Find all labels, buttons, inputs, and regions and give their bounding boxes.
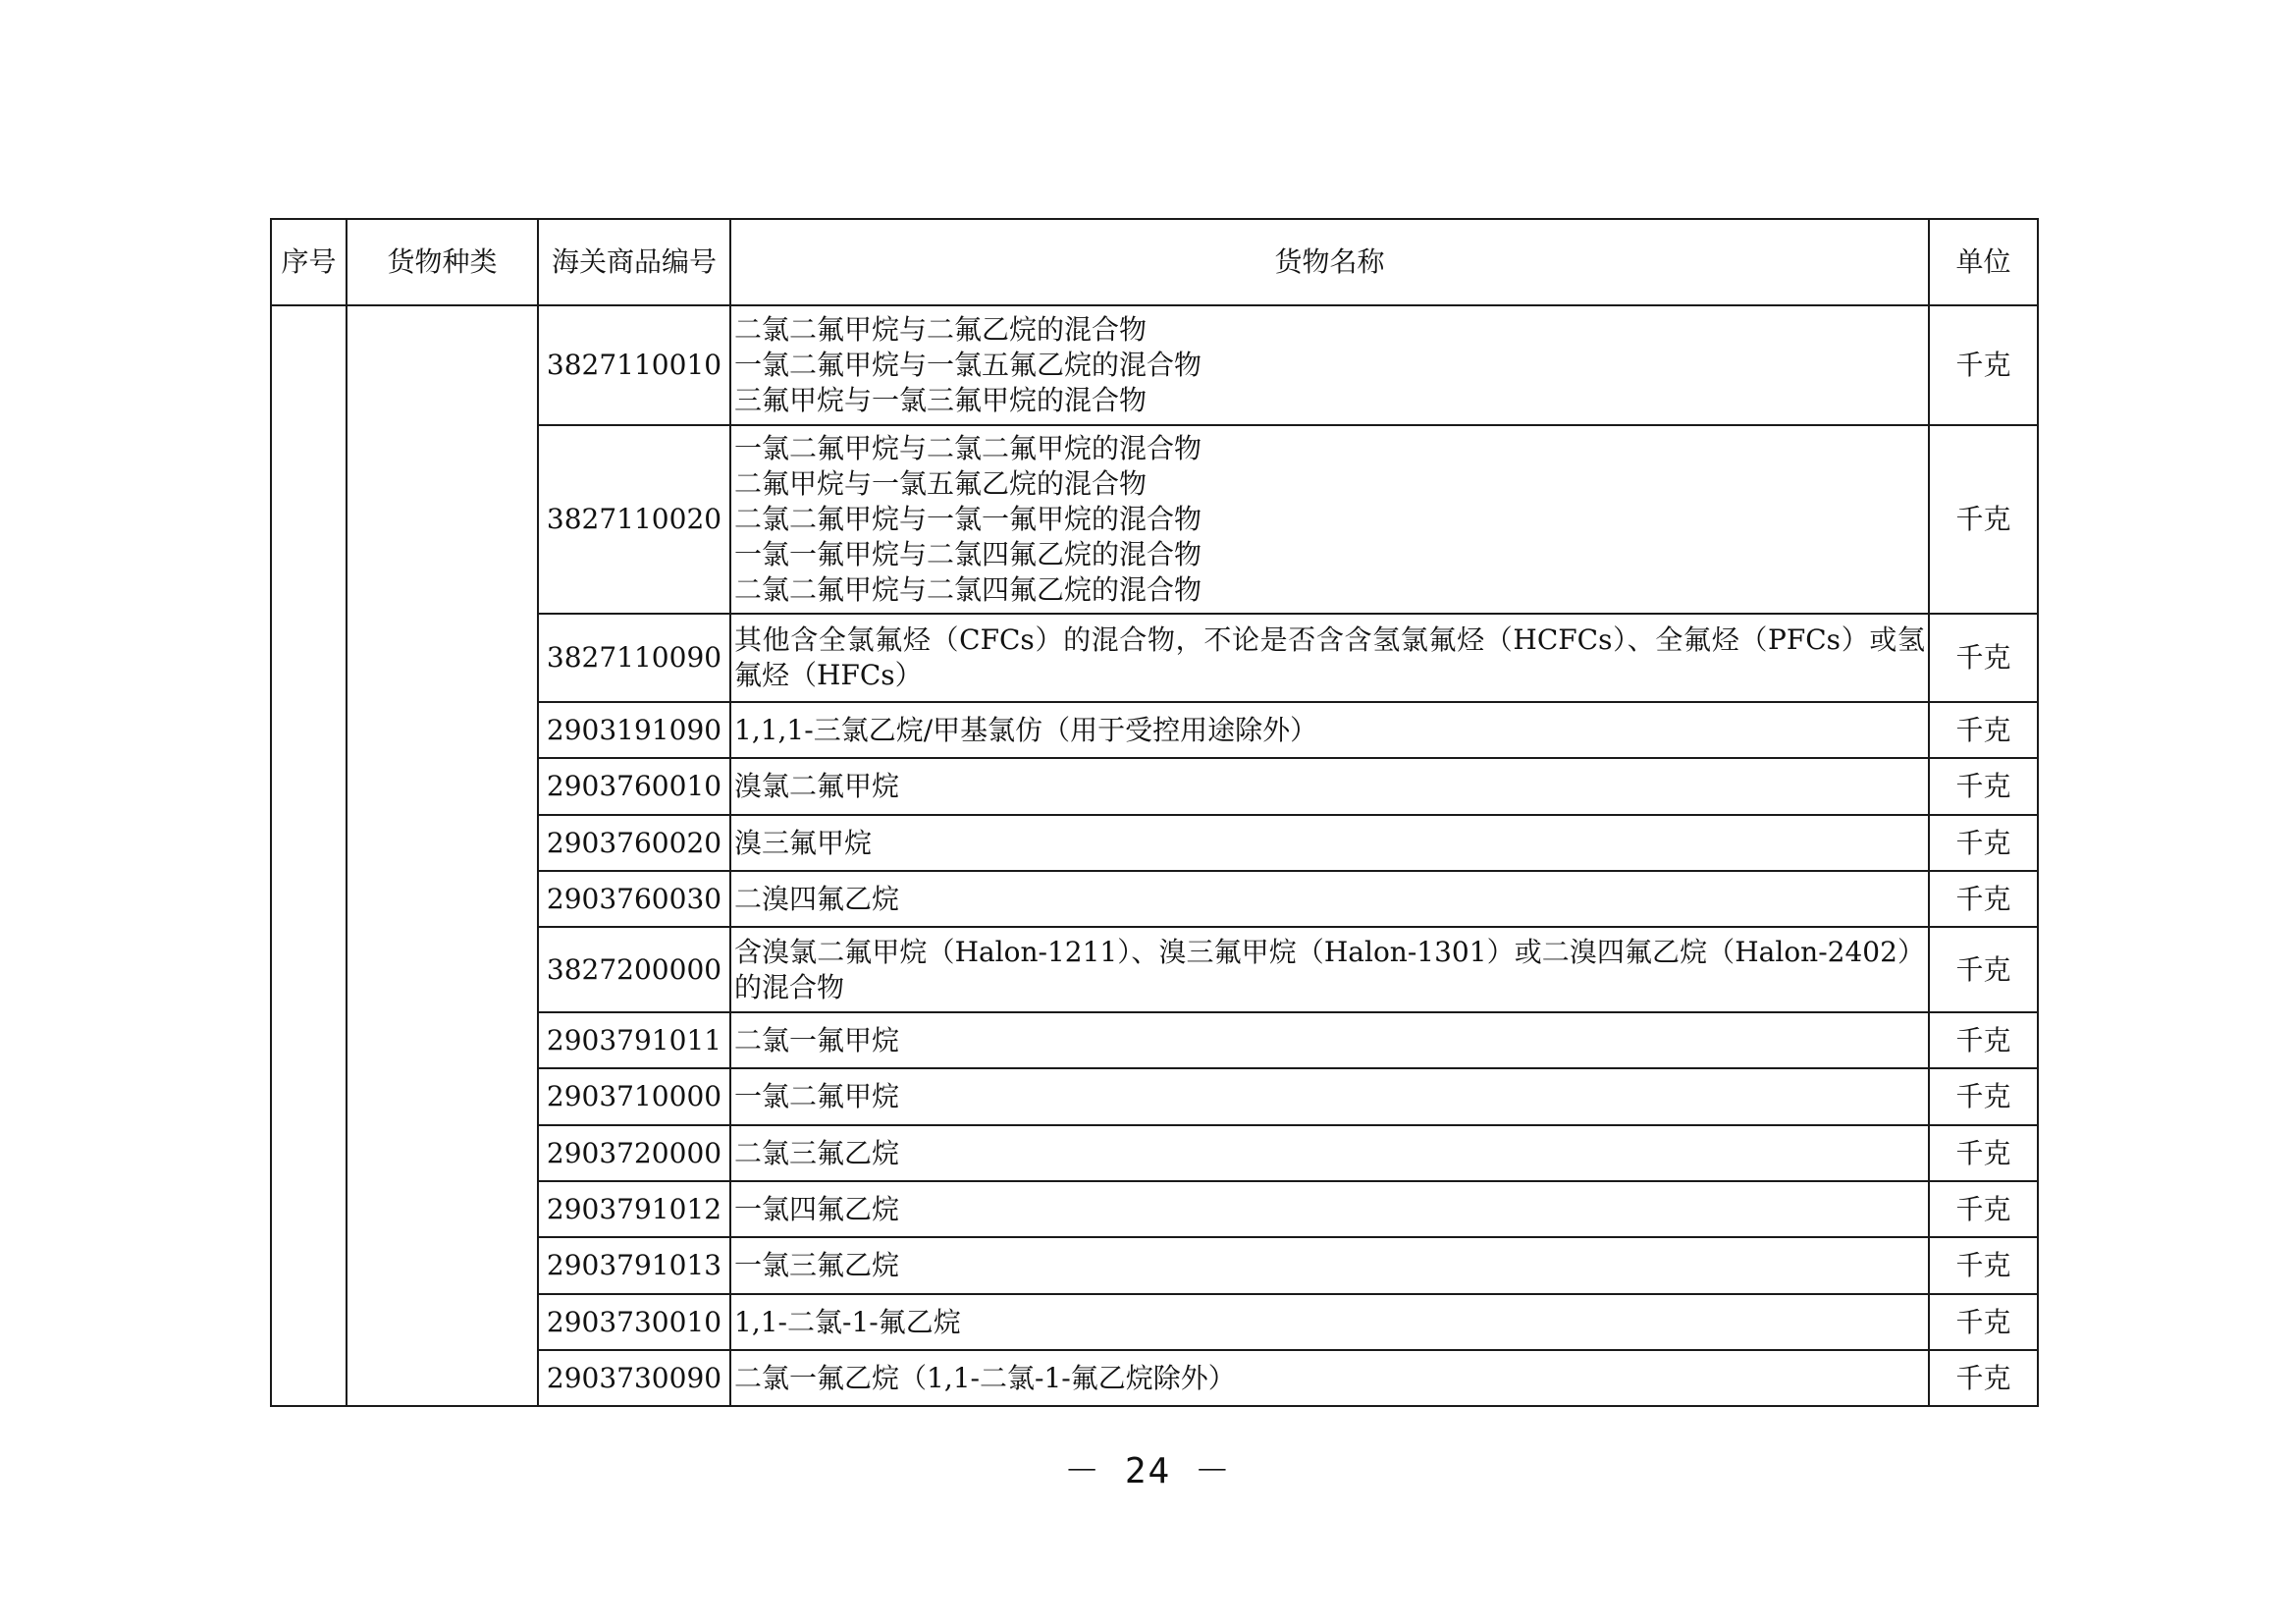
goods-name-cell: [730, 614, 1929, 702]
customs-code-cell: 2903710000: [538, 1068, 730, 1125]
goods-name-cell: [730, 702, 1929, 758]
goods-name-line: 其他含全氯氟烃（CFCs）的混合物，不论是否含含氢氯氟烃（HCFCs）、全氟烃（PFCs）或氢氟烃（HFCs）: [734, 623, 1925, 691]
unit-cell: 千克: [1929, 1181, 2038, 1237]
goods-name-line: 二氯三氟乙烷: [734, 1136, 900, 1169]
goods-name-line: 溴氯二氟甲烷: [734, 770, 900, 802]
goods-type-cell: [347, 305, 538, 1406]
goods-name-line: 一氯一氟甲烷与二氯四氟乙烷的混合物: [734, 538, 1202, 570]
customs-code-cell: 2903720000: [538, 1125, 730, 1181]
goods-name-line: 二氯二氟甲烷与一氯一氟甲烷的混合物: [734, 503, 1202, 535]
customs-code-cell: 2903730090: [538, 1350, 730, 1406]
goods-name-line: 一氯二氟甲烷与一氯五氟乙烷的混合物: [734, 349, 1202, 381]
goods-name-line: 1,1-二氯-1-氟乙烷: [734, 1305, 961, 1338]
goods-name-cell: [730, 1294, 1929, 1350]
goods-name-cell: [730, 1181, 1929, 1237]
unit-cell: 千克: [1929, 815, 2038, 871]
customs-code-cell: 2903760030: [538, 871, 730, 927]
goods-name-cell: [730, 927, 1929, 1012]
unit-cell: 千克: [1929, 1125, 2038, 1181]
unit-cell: 千克: [1929, 1068, 2038, 1125]
unit-cell: 千克: [1929, 614, 2038, 702]
goods-name-line: 一氯二氟甲烷与二氯二氟甲烷的混合物: [734, 432, 1202, 464]
table-header: [271, 219, 2038, 305]
unit-cell: 千克: [1929, 1294, 2038, 1350]
unit-cell: 千克: [1929, 702, 2038, 758]
customs-code-cell: 2903730010: [538, 1294, 730, 1350]
header-customs-code: 海关商品编号: [538, 219, 730, 305]
goods-name-line: 含溴氯二氟甲烷（Halon-1211）、溴三氟甲烷（Halon-1301）或二溴四氟乙烷（Halon-2402）的混合物: [734, 935, 1925, 1003]
goods-name-line: 二溴四氟乙烷: [734, 882, 900, 915]
goods-name-line: 溴三氟甲烷: [734, 826, 873, 859]
goods-name-cell: [730, 1068, 1929, 1125]
unit-cell: 千克: [1929, 1350, 2038, 1406]
customs-code-cell: 2903791011: [538, 1012, 730, 1068]
goods-name-line: 三氟甲烷与一氯三氟甲烷的混合物: [734, 384, 1148, 416]
goods-name-cell: [730, 815, 1929, 871]
page-number: － 24 －: [1064, 1451, 1232, 1491]
customs-code-cell: 3827110010: [538, 305, 730, 425]
goods-name-line: 二氯一氟乙烷（1,1-二氯-1-氟乙烷除外）: [734, 1361, 1236, 1394]
goods-name-cell: [730, 1237, 1929, 1294]
customs-code-cell: 2903760020: [538, 815, 730, 871]
goods-name-cell: [730, 871, 1929, 927]
goods-name-cell: [730, 758, 1929, 815]
unit-cell: 千克: [1929, 1237, 2038, 1294]
header-goods-type: 货物种类: [347, 219, 538, 305]
unit-cell: 千克: [1929, 425, 2038, 614]
goods-name-line: 一氯三氟乙烷: [734, 1249, 900, 1281]
customs-code-cell: 3827110020: [538, 425, 730, 614]
unit-cell: 千克: [1929, 871, 2038, 927]
unit-cell: 千克: [1929, 927, 2038, 1012]
goods-name-cell: [730, 1012, 1929, 1068]
table-row: [271, 305, 2038, 425]
customs-code-cell: 2903191090: [538, 702, 730, 758]
header-unit: 单位: [1929, 219, 2038, 305]
goods-name-cell: [730, 305, 1929, 425]
goods-name-line: 二氯一氟甲烷: [734, 1023, 900, 1056]
goods-name-line: 二氟甲烷与一氯五氟乙烷的混合物: [734, 467, 1148, 500]
goods-name-line: 1,1,1-三氯乙烷/甲基氯仿（用于受控用途除外）: [734, 713, 1318, 746]
goods-table: [270, 218, 2039, 1407]
unit-cell: 千克: [1929, 305, 2038, 425]
header-row: [271, 219, 2038, 305]
unit-cell: 千克: [1929, 758, 2038, 815]
goods-name-line: 二氯二氟甲烷与二氯四氟乙烷的混合物: [734, 573, 1202, 606]
customs-code-cell: 2903760010: [538, 758, 730, 815]
header-goods-name: 货物名称: [730, 219, 1929, 305]
goods-name-line: 一氯二氟甲烷: [734, 1080, 900, 1112]
goods-name-cell: [730, 1350, 1929, 1406]
customs-code-cell: 2903791013: [538, 1237, 730, 1294]
goods-name-line: 二氯二氟甲烷与二氟乙烷的混合物: [734, 313, 1148, 346]
goods-name-cell: [730, 425, 1929, 614]
customs-code-cell: 3827110090: [538, 614, 730, 702]
seq-cell: [271, 305, 347, 1406]
goods-name-line: 一氯四氟乙烷: [734, 1192, 900, 1225]
customs-code-cell: 2903791012: [538, 1181, 730, 1237]
table-body: [271, 305, 2038, 1406]
header-seq: 序号: [271, 219, 347, 305]
unit-cell: 千克: [1929, 1012, 2038, 1068]
goods-name-cell: [730, 1125, 1929, 1181]
customs-code-cell: 3827200000: [538, 927, 730, 1012]
